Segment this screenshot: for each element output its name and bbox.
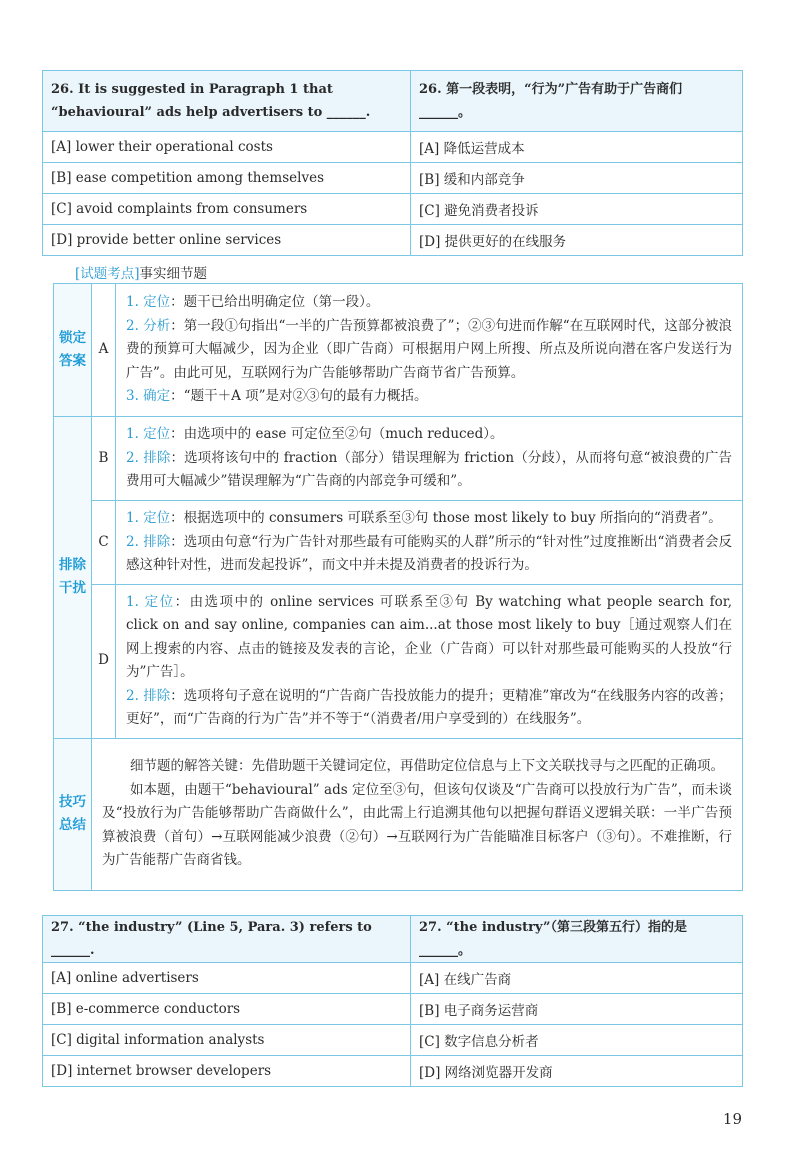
kaodian-line xyxy=(75,262,207,282)
q27-option-a-en: [A] online advertisers xyxy=(43,963,411,994)
analysis-b-text: 1. 定位：由选项中的 ease 可定位至②句（much reduced）。 2. 排除：选项将该句中的 fraction（部分）错误理解为 friction（分歧），从而将句意“被浪费的广告费用可大幅减少”错误理解为“广告商的内部竞争可缓和”。 xyxy=(116,417,743,501)
q27-option-a-zh: [A] 在线广告商 xyxy=(411,963,743,994)
tips-paragraph-2: 如本题，由题干“behavioural” ads 定位至③句，但该句仅谈及“广告商可以投放行为广告”，而未谈及“投放行为广告能够帮助广告商做什么”，由此需上行追溯其他句以把握句群语义逻辑关联：一半广告预算被浪费（首句）→互联网能减少浪费（②句）→互联网行为广告能瞄准目标客户（③句）。不难推断，行为广告能帮广告商省钱。 xyxy=(102,781,732,869)
category-lock-answer: 锁定答案 xyxy=(54,284,92,417)
q26-option-d-zh: [D] 提供更好的在线服务 xyxy=(411,225,743,256)
label-locate: 1. 定位 xyxy=(126,294,171,311)
q26-option-c-en: [C] avoid complaints from consumers xyxy=(43,194,411,225)
kaodian-label: [试题考点] xyxy=(75,266,140,282)
q26-stem-zh: 26. 第一段表明，“行为”广告有助于广告商们______。 xyxy=(411,71,743,132)
option-letter-d: D xyxy=(92,584,116,738)
q26-option-c-zh: [C] 避免消费者投诉 xyxy=(411,194,743,225)
q27-option-d-zh: [D] 网络浏览器开发商 xyxy=(411,1056,743,1087)
analysis-d-text: 1. 定位：由选项中的 online services 可联系至③句 By watching what people search for, click on and say online, companies can aim...at those most likely to buy［通过观察人们在网上搜索的内容、点击的链接及发表的言论，企业（广告商）可以针对那些最可能购买的人投放“行为”广告］。 2. 排除：选项将句子意在说明的“广告商广告投放能力的提升；更精准”窜改为“在线服务内容的改善；更好”，而“广告商的行为广告”并不等于“（消费者/用户享受到的）在线服务”。 xyxy=(116,584,743,738)
option-letter-c: C xyxy=(92,501,116,585)
analysis-a-text: 1. 定位：题干已给出明确定位（第一段）。 2. 分析：第一段①句指出“一半的广告预算都被浪费了”；②③句进而作解“在互联网时代，这部分被浪费的预算可大幅减少，因为企业（即广告商）可根据用户网上所搜、所点及所说向潜在客户发送行为广告”。由此可见，互联网行为广告能够帮助广告商节省广告预算。 3. 确定：“题干＋A 项”是对②③句的最有力概括。 xyxy=(116,284,743,417)
q26-option-a-zh: [A] 降低运营成本 xyxy=(411,132,743,163)
analysis-table xyxy=(53,283,743,891)
q26-option-a-en: [A] lower their operational costs xyxy=(43,132,411,163)
analysis-c-text: 1. 定位：根据选项中的 consumers 可联系至③句 those most likely to buy 所指向的“消费者”。 2. 排除：选项由句意“行为广告针对那些最有可能购买的人群”所示的“针对性”过度推断出“消费者会反感这种针对性，进而发起投诉”，而文中并未提及消费者的投诉行为。 xyxy=(116,501,743,585)
q27-option-c-en: [C] digital information analysts xyxy=(43,1025,411,1056)
q26-option-d-en: [D] provide better online services xyxy=(43,225,411,256)
q26-option-b-zh: [B] 缓和内部竞争 xyxy=(411,163,743,194)
q27-option-d-en: [D] internet browser developers xyxy=(43,1056,411,1087)
category-tips: 技巧总结 xyxy=(54,738,92,890)
tips-paragraph-1: 细节题的解答关键：先借助题干关键词定位，再借助定位信息与上下文关联找寻与之匹配的正确项。 xyxy=(130,758,724,775)
option-letter-b: B xyxy=(92,417,116,501)
question-26-table xyxy=(42,70,743,256)
q27-option-b-zh: [B] 电子商务运营商 xyxy=(411,994,743,1025)
q27-option-c-zh: [C] 数字信息分析者 xyxy=(411,1025,743,1056)
label-confirm: 3. 确定 xyxy=(126,388,171,405)
label-analyze: 2. 分析 xyxy=(126,317,171,334)
q26-option-b-en: [B] ease competition among themselves xyxy=(43,163,411,194)
question-27-table xyxy=(42,915,743,1087)
option-letter-a: A xyxy=(92,284,116,417)
q26-stem-en: 26. It is suggested in Paragraph 1 that “behavioural” ads help advertisers to ______. xyxy=(43,71,411,132)
page-number: 19 xyxy=(722,1110,742,1128)
q27-stem-zh: 27. “the industry”（第三段第五行）指的是______。 xyxy=(411,916,743,963)
q27-option-b-en: [B] e-commerce conductors xyxy=(43,994,411,1025)
category-exclude-distractors: 排除干扰 xyxy=(54,417,92,739)
tips-text xyxy=(92,738,743,890)
q27-stem-en: 27. “the industry” (Line 5, Para. 3) refers to ______. xyxy=(43,916,411,963)
kaodian-text: 事实细节题 xyxy=(139,266,208,282)
